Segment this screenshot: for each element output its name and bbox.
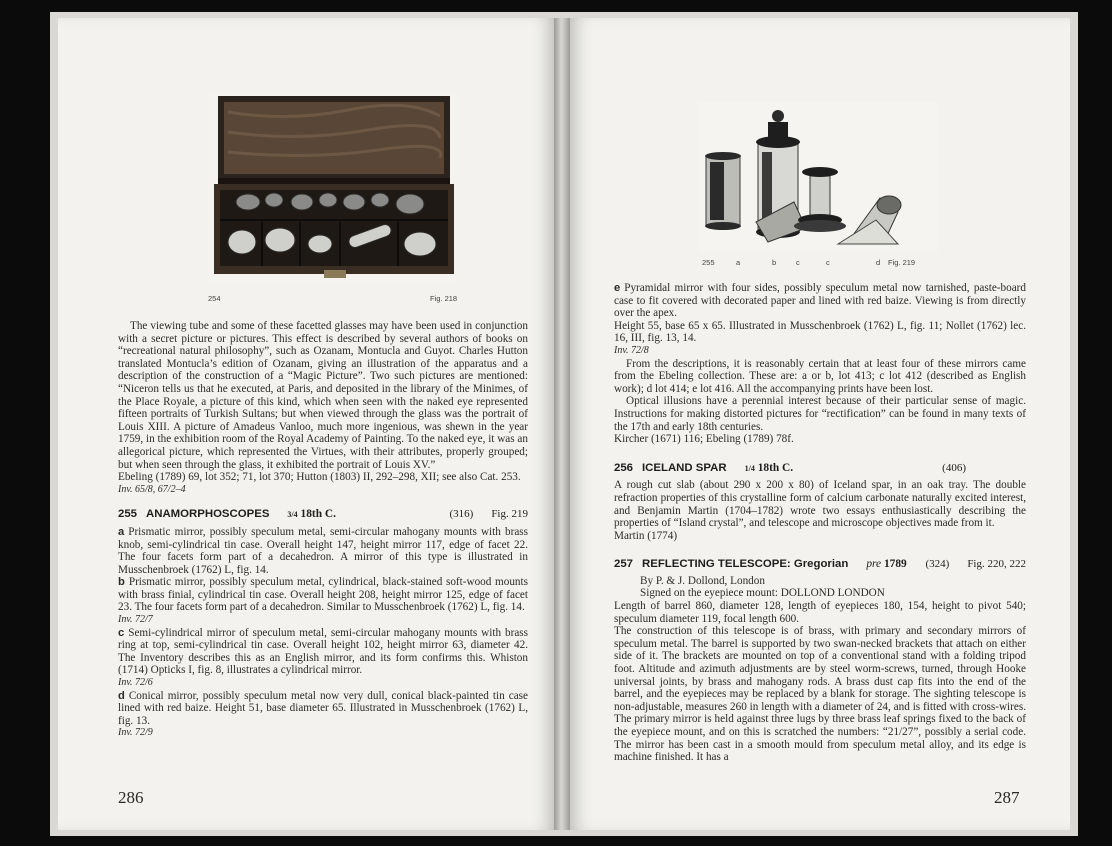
fig-letter-b: b [772,258,777,267]
anamorphoscopes-image [698,102,938,252]
entry-256-title: ICELAND SPAR [642,461,727,474]
entry-255-ref: (316) [449,508,474,521]
item-d-inventory: Inv. 72/9 [118,727,153,739]
book-gutter [554,18,570,830]
entry-257-maker: By P. & J. Dollond, London [640,574,765,587]
entry-257-date-prefix: pre [866,558,882,571]
fig-219-label: Fig. 219 [888,258,916,267]
entry-255-heading [118,508,528,522]
right-page-body [614,282,1026,764]
intro-references: Ebeling (1789) 69, lot 352; 71, lot 370; Hutton (1803) II, 292–298, XII; see also Cat. 253. [118,471,521,484]
entry-256-fraction: 1/4 [744,463,755,473]
entry-256-number: 256 [614,461,634,474]
left-page [58,18,554,830]
fig-218-photo [208,92,460,284]
entry-255-date: 18th C. [300,508,336,521]
entry-257-heading [614,558,1026,571]
entry-255-fig: Fig. 219 [491,508,528,521]
fig-letter-d: d [876,258,881,267]
entry-256-heading [614,462,1026,476]
fig-254-number: 254 [208,294,221,303]
item-d-text: Conical mirror, possibly speculum metal now very dull, conical black-painted tin case lined with red baize. Height 51, base diameter 65. Illustrated in Musschenbroek (1762) L, fig. 13. [118,689,528,727]
entry-257-ref: (324) [925,558,950,571]
item-c-letter: c [118,626,125,639]
fig-218-label: Fig. 218 [430,294,458,303]
intro-inventory: Inv. 65/8, 67/2–4 [118,483,186,495]
entry-257-fig: Fig. 220, 222 [967,558,1026,571]
entry-256-ref: (406) [942,461,966,474]
instrument-cabinet-image [208,92,460,284]
intro-paragraph: The viewing tube and some of these facetted glasses may have been used in conjunction with a secret picture or pictures. This effect is described by several authors of books on “recreational natural philosophy”, such as Ozanam, Montucla and Guyot. Charles Hutton translated Montucla’s edition of Ozanam, giving an illustration of the apparatus and a description of the construction of a “Magic Picture”. Two such pictures are mentioned: “Niceron tells us that he executed, at Paris, and deposited in the library of the Minimes, of the Place Royale, a picture of this kind, which when seen with the naked eye represented fifteen portraits of Turkish Sultans; but when viewed through the glass was the portrait of Louis XIII. A picture of Amadeus Vanloo, much more ingenious, was shewn in the year 1759, in the exhibition room of the Royal Academy of Painting. To the naked eye, it was an allegorical picture, which represented the Virtues, with their attributes, properly grouped; but when seen through the glass, it exhibited the portrait of Louis XV.” [118,320,528,471]
page-number-left: 286 [118,788,144,807]
item-b-inventory: Inv. 72/7 [118,614,153,626]
item-c-inventory: Inv. 72/6 [118,677,153,689]
entry-257-title: REFLECTING TELESCOPE: Gregorian [642,558,849,571]
entry-255-title: ANAMORPHOSCOPES [146,508,270,521]
provenance-paragraph: From the descriptions, it is reasonably certain that at least four of these mirrors came from the Ebeling collection. These are: a or b, lot 413; c lot 412 (described as English work); d lot 414; e lot 416. All the accompanying prints have been lost. [614,357,1026,395]
entry-255-fraction: 3/4 [287,510,298,520]
entry-256-references: Martin (1774) [614,529,678,542]
right-page [570,18,1070,830]
item-a-letter: a [118,525,125,538]
optical-illusions-paragraph: Optical illusions have a perennial interest because of their particular sense of magic. Instructions for making distorted pictures for “rectification” can be found in many texts of the 17th and early 18th centuries. [614,395,1026,433]
item-e-inventory: Inv. 72/8 [614,344,649,356]
entry-257-date: 1789 [883,558,907,571]
item-e-letter: e [614,282,621,294]
entry-257-body: The construction of this telescope is of brass, with primary and secondary mirrors of speculum metal. The barrel is supported by two swan-necked brackets that attach on either side of it. The brackets are mounted on top of a conventional stand with a folding tripod foot. Altitude and azimuth adjustments are by steel worm-screws, turned, through Hooke universal joints, by brass and mahogany rods. A brass dust cap fits into the end of the barrel, and the eyepieces may be replaced by a blank for storage. The sighting telescope is non-adjustable, measures 260 in length with a diameter of 24, and is fitted with cross-wires. The primary mirror is held against three lugs by three brass leaf springs fixed to the back of the eyepiece mount, and on this is scratched the numbers: “21/27”, possibly a serial code. The mirror has been cast in a smooth mould from speculum metal alloy, and its edge is machine finished. It has a [614,625,1026,764]
item-e-dimensions: Height 55, base 65 x 65. Illustrated in Musschenbroek (1762) L, fig. 11; Nollet (1762) lec. 16, III, fig. 13, 14. [614,319,1026,345]
item-e-text: Pyramidal mirror with four sides, possibly speculum metal now tarnished, paste-board case to fit covered with decorated paper and lined with red baize. Viewing is from directly over the apex. [614,282,1026,320]
entry-255-number: 255 [118,508,138,521]
item-c-text: Semi-cylindrical mirror of speculum metal, semi-circular mahogany mounts with brass ring at top, semi-cylindrical tin case. Overall height 102, height mirror 63, diameter 42. The Inventory describes this as an English mirror, and its form confirms this. Whiston (1714) Opticks I, fig. 8, illustrates a cylindrical mirror. [118,626,528,677]
entry-256-date: 18th C. [757,461,794,474]
fig-255-number: 255 [702,258,715,267]
fig-letter-e: c [826,258,830,267]
fig-letter-a: a [736,258,741,267]
item-a-text: Prismatic mirror, possibly speculum metal, semi-circular mahogany mounts with brass knob, semi-cylindrical tin case. Overall height 147, height mirror 117, edge of facet 22. The four facets form part of a decahedron. A mirror of this type is illustrated in Musschenbroek (1762) L, fig. 14. [118,525,528,576]
page-number-right: 287 [994,788,1020,807]
fig-letter-c: c [796,258,800,267]
left-page-body [118,320,528,740]
optical-references: Kircher (1671) 116; Ebeling (1789) 78f. [614,433,794,446]
item-d-letter: d [118,689,125,702]
entry-257-number: 257 [614,558,634,571]
item-b-letter: b [118,576,125,589]
entry-256-text: A rough cut slab (about 290 x 200 x 80) of Iceland spar, in an oak tray. The double refraction properties of this crystalline form of calcium carbonate naturally excited interest, and Benjamin Martin (1704–1782) wrote two essays enthusiastically describing the properties of “Island crystal”, and telescope and microscope objectives made from it. [614,479,1026,530]
entry-257-signature: Signed on the eyepiece mount: DOLLOND LONDON [640,587,885,600]
entry-257-dimensions: Length of barrel 860, diameter 128, length of eyepieces 180, 154, height to pivot 540; speculum diameter 119, focal length 600. [614,600,1026,625]
fig-219-photo [698,102,938,252]
item-b-text: Prismatic mirror, possibly speculum metal, cylindrical, black-stained soft-wood mounts with brass finial, cylindrical tin case. Overall height 208, height mirror 125, edge of facet 23. The four facets form part of a decahedron. Similar to Musschenbroek (1762) L, fig. 14. [118,576,528,614]
